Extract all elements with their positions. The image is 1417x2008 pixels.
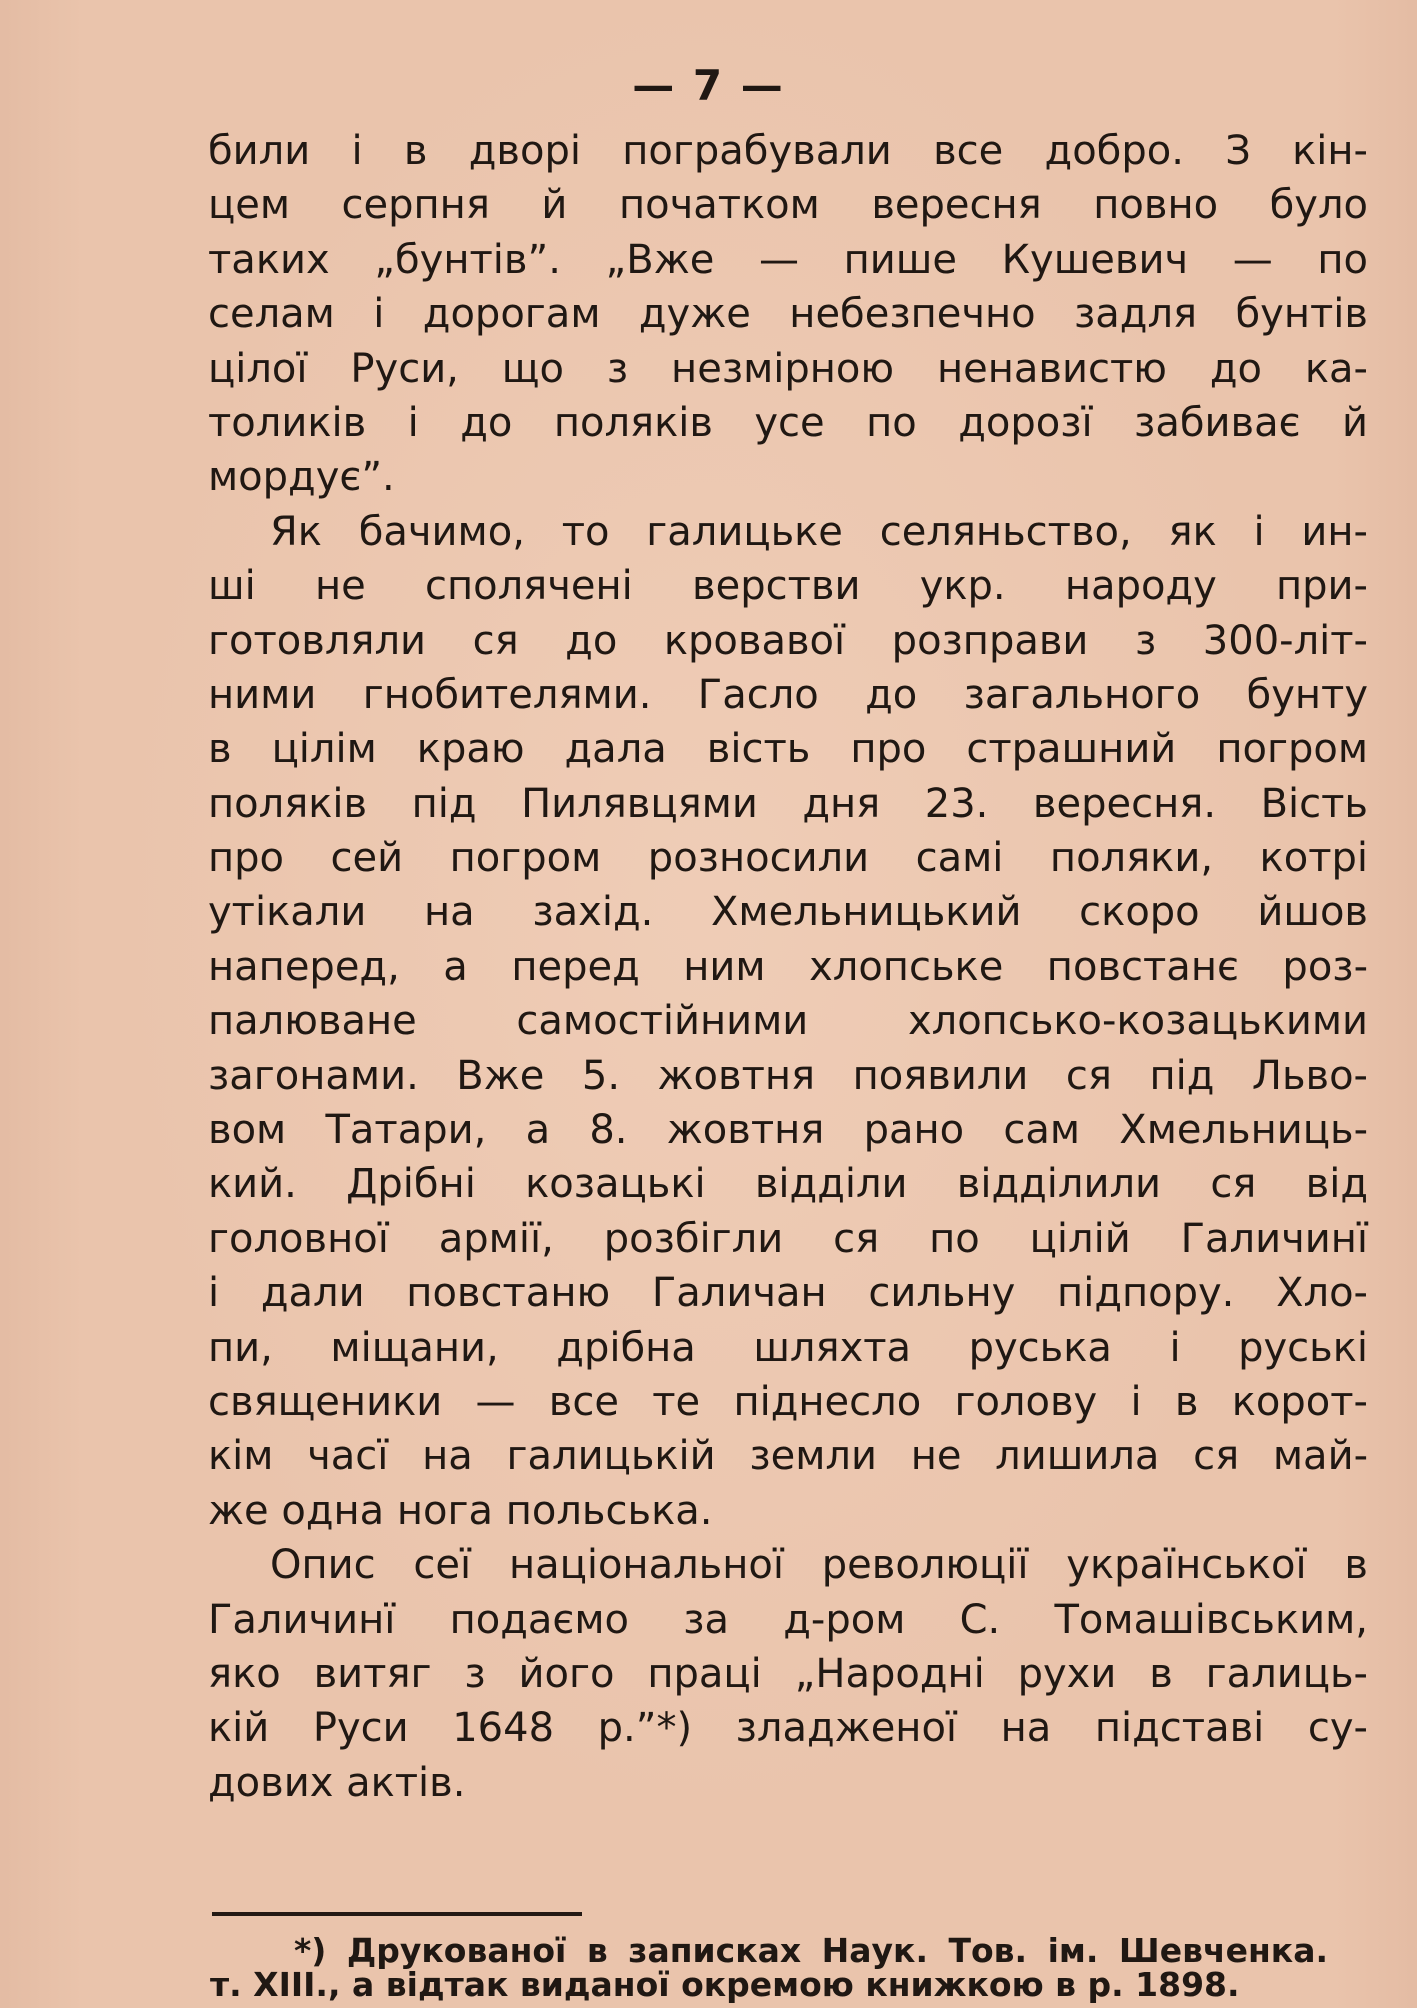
paragraph-2 — [208, 505, 1368, 1538]
text-line: ші не сполячені верстви укр. народу при- — [208, 563, 1368, 610]
text-line: кім часї на галицькій земли не лишила ся май- — [208, 1433, 1368, 1480]
text-line: в цілім краю дала вість про страшний погром — [208, 726, 1368, 773]
text-line: головної армії, розбігли ся по цілій Галичинї — [208, 1215, 1368, 1262]
text-line: Галичинї подаємо за д-ром С. Томашівським, — [208, 1596, 1368, 1643]
footnote-line: т. XIII., а відтак виданої окремою книжкою в р. 1898. — [210, 1965, 1240, 2004]
text-line: утікали на захід. Хмельницький скоро йшов — [208, 889, 1368, 936]
text-line: толиків і до поляків усе по дорозї забиває й — [208, 399, 1368, 446]
text-line: про сей погром розносили самі поляки, котрі — [208, 835, 1368, 882]
text-line: палюване самостійними хлопсько-козацькими — [208, 998, 1368, 1045]
text-line: Опис сеї національної революції української в — [270, 1542, 1368, 1589]
text-line: били і в дворі пограбували все добро. З кін- — [208, 128, 1368, 174]
footnote-divider — [212, 1912, 582, 1916]
text-line: кій Руси 1648 р.”*) зладженої на підставі су- — [208, 1705, 1368, 1752]
text-line: і дали повстаню Галичан сильну підпору. Хло- — [208, 1270, 1368, 1317]
text-line: загонами. Вже 5. жовтня появили ся під Льво- — [208, 1052, 1368, 1099]
text-line: вом Татари, а 8. жовтня рано сам Хмельниць- — [208, 1107, 1368, 1154]
text-line: священики — все те піднесло голову і в корот- — [208, 1378, 1368, 1425]
text-line: яко витяг з його праці „Народні рухи в галиць- — [208, 1650, 1368, 1697]
text-line: цем серпня й початком вересня повно було — [208, 182, 1368, 229]
text-line: же одна нога польська. — [208, 1487, 713, 1534]
text-line: поляків під Пилявцями дня 23. вересня. Вість — [208, 780, 1368, 827]
text-line: готовляли ся до кровавої розправи з 300-літ- — [208, 617, 1368, 664]
paragraph-3 — [208, 1538, 1368, 1810]
text-line: пи, міщани, дрібна шляхта руська і руські — [208, 1324, 1368, 1371]
text-line: ними гнобителями. Гасло до загального бунту — [208, 671, 1368, 718]
text-line: дових актів. — [208, 1759, 466, 1806]
paragraph-1 — [208, 124, 1368, 505]
footnote — [210, 1931, 1328, 2004]
footnote-line: *) Друкованої в записках Наук. Тов. ім. Шевченка. — [294, 1931, 1328, 1970]
text-line: цілої Руси, що з незмірною ненавистю до ка- — [208, 345, 1368, 392]
page-number: — 7 — — [632, 61, 785, 110]
text-line: Як бачимо, то галицьке селяньство, як і ин- — [270, 508, 1368, 555]
text-line: наперед, а перед ним хлопське повстанє роз- — [208, 943, 1368, 990]
text-line: селам і дорогам дуже небезпечно задля бунтів — [208, 291, 1368, 338]
text-line: таких „бунтів”. „Вже — пише Кушевич — по — [208, 236, 1368, 283]
body-text — [208, 124, 1368, 1810]
text-line: мордує”. — [208, 454, 395, 501]
text-line: кий. Дрібні козацькі відділи відділили ся від — [208, 1161, 1368, 1208]
